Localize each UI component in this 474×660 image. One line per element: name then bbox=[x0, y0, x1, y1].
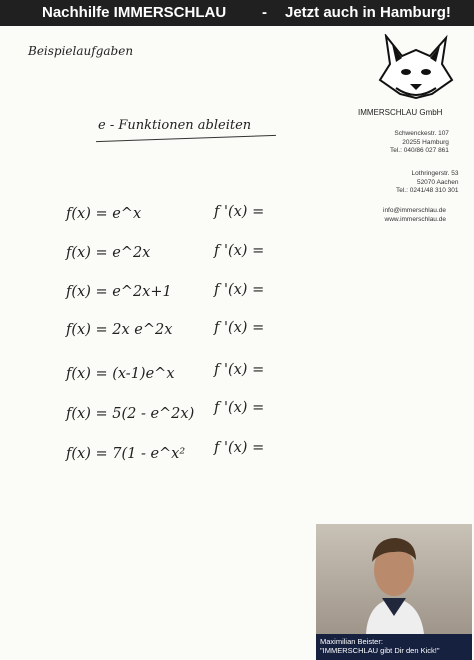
ambassador-photo bbox=[316, 524, 472, 634]
address-aachen bbox=[396, 170, 459, 196]
banner-right-text: Jetzt auch in Hamburg! bbox=[285, 4, 451, 21]
exercise-function: f(x) = 5(2 - e^2x) bbox=[66, 406, 195, 422]
email-text: info@immerschlau.de bbox=[383, 207, 446, 214]
exercise-function: f(x) = e^2x+1 bbox=[66, 284, 172, 300]
exercise-derivative: f '(x) = bbox=[214, 282, 265, 298]
exercise-function: f(x) = (x-1)e^x bbox=[66, 366, 175, 382]
caption-quote: "IMMERSCHLAU gibt Dir den Kick!" bbox=[320, 646, 440, 655]
address-line: Lothringerstr. 53 bbox=[411, 170, 459, 177]
exercise-derivative: f '(x) = bbox=[214, 362, 265, 378]
exercise-derivative: f '(x) = bbox=[214, 400, 265, 416]
topic-underline bbox=[96, 135, 276, 142]
exercise-derivative: f '(x) = bbox=[214, 320, 265, 336]
address-line: 20255 Hamburg bbox=[402, 138, 449, 146]
wolf-head-logo-icon bbox=[372, 34, 460, 100]
header-banner bbox=[0, 0, 474, 26]
exercise-function: f(x) = e^x bbox=[66, 206, 142, 222]
exercise-function: f(x) = e^2x bbox=[66, 245, 151, 261]
topic-title: e - Funktionen ableiten bbox=[98, 118, 252, 133]
subject-label: Beispielaufgaben bbox=[28, 44, 134, 58]
caption-name: Maximilian Beister: bbox=[320, 637, 383, 646]
exercise-function: f(x) = 7(1 - e^x² bbox=[66, 446, 186, 462]
website-text: www.immerschlau.de bbox=[384, 215, 446, 223]
contact-info bbox=[383, 207, 446, 224]
exercise-derivative: f '(x) = bbox=[214, 243, 265, 259]
exercise-derivative: f '(x) = bbox=[214, 440, 265, 456]
address-line: 52070 Aachen bbox=[416, 178, 459, 186]
address-line: Tel.: 0241/48 310 301 bbox=[396, 187, 459, 194]
address-hamburg bbox=[390, 130, 449, 156]
company-name: IMMERSCHLAU GmbH bbox=[358, 108, 443, 117]
person-portrait-icon bbox=[316, 524, 472, 634]
banner-dash: - bbox=[262, 4, 267, 21]
address-line: Tel.: 040/86 027 861 bbox=[390, 147, 449, 154]
exercise-function: f(x) = 2x e^2x bbox=[66, 322, 173, 338]
banner-left-text: Nachhilfe IMMERSCHLAU bbox=[42, 4, 227, 21]
exercise-derivative: f '(x) = bbox=[214, 204, 265, 220]
photo-caption bbox=[316, 634, 472, 660]
address-line: Schwenckestr. 107 bbox=[394, 130, 449, 137]
